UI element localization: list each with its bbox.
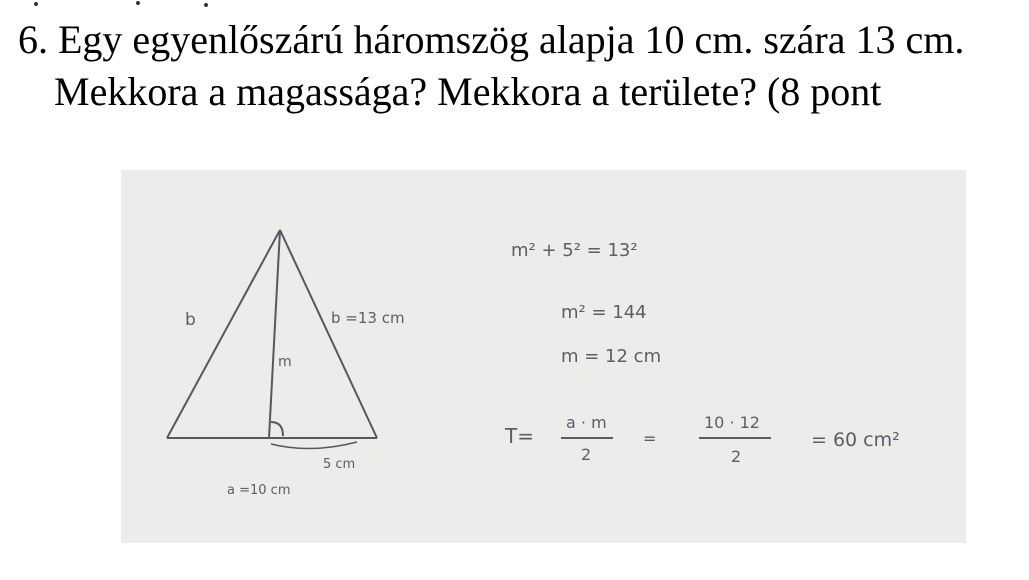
left-side-label: b (185, 310, 196, 330)
right-angle-mark (271, 422, 283, 436)
cropped-text-fragment (28, 0, 228, 14)
triangle-height (269, 230, 280, 438)
handwritten-solution-photo (121, 170, 966, 543)
right-side-label: b =13 cm (331, 309, 405, 327)
triangle-diagram (167, 230, 377, 449)
problem-line-2: Mekkora a magassága? Mekkora a területe? (8 pont (54, 69, 882, 114)
triangle-right-side (280, 230, 377, 438)
half-base-label: 5 cm (323, 457, 356, 472)
base-label: a =10 cm (227, 483, 291, 498)
area-fraction-1-denominator: 2 (581, 445, 592, 464)
problem-statement (18, 14, 1018, 118)
area-fraction-2-denominator: 2 (731, 447, 742, 466)
equation-m-squared: m² = 144 (561, 302, 647, 323)
triangle-left-side (167, 230, 280, 438)
equation-pythagoras: m² + 5² = 13² (511, 240, 638, 261)
area-result: = 60 cm² (811, 429, 900, 451)
problem-line-1 (18, 14, 1018, 66)
half-base-brace (271, 442, 357, 449)
area-fraction-2-numerator: 10 · 12 (704, 413, 760, 432)
area-T-label: T= (505, 424, 534, 448)
problem-text-1: Egy egyenlőszárú háromszög alapja 10 cm. szára 13 cm. (58, 17, 965, 62)
problem-number: 6. (18, 17, 48, 62)
area-equals-1: = (643, 429, 657, 448)
solution-drawing (121, 170, 966, 543)
area-fraction-1-numerator: a · m (566, 413, 607, 432)
equation-m: m = 12 cm (561, 346, 662, 367)
area-calculation (504, 413, 900, 466)
height-label: m (278, 354, 292, 370)
